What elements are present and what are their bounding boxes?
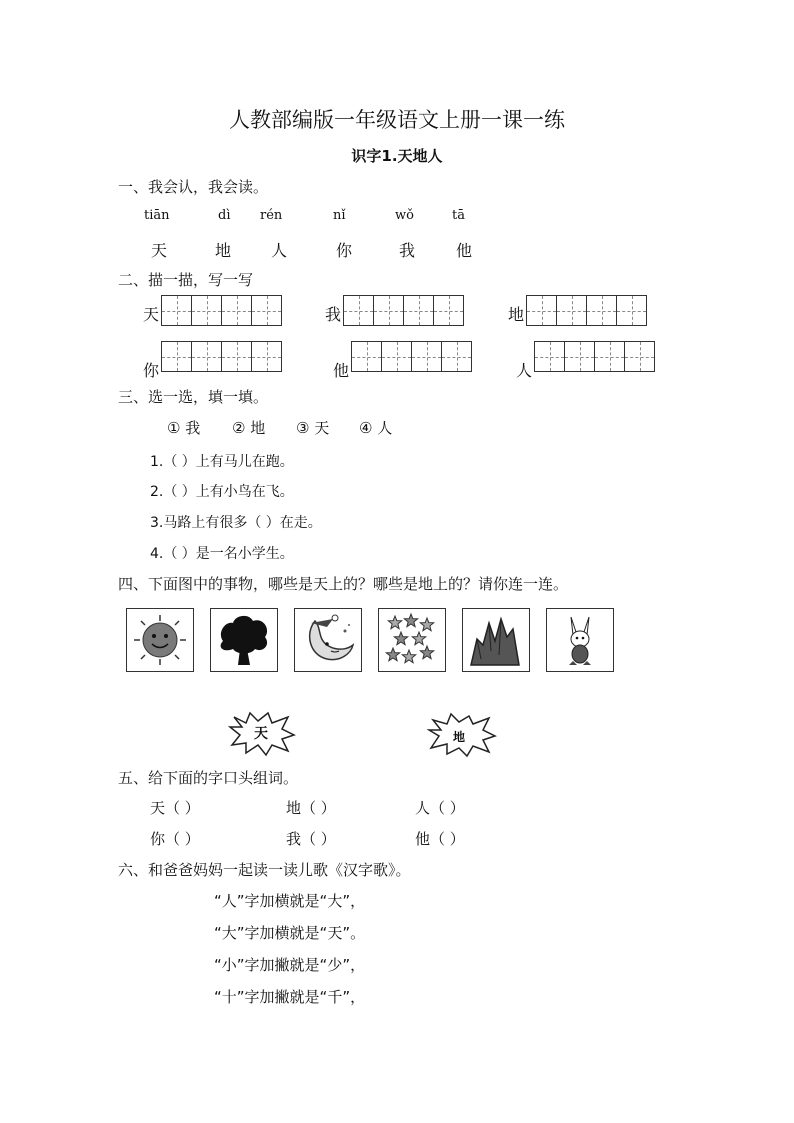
pinyin-4: nǐ [333, 208, 346, 223]
section-1-heading: 一、我会认，我会读。 [118, 178, 269, 196]
option-3: ③ 天 [296, 419, 330, 437]
poem-line-4: “十”字加撇就是“千”， [214, 988, 366, 1006]
word-blank-3[interactable]: 人（ ） [415, 799, 465, 817]
page-title: 人教部编版一年级语文上册一课一练 [229, 108, 565, 132]
hanzi-2: 地 [215, 241, 232, 260]
ground-label: 地 [453, 730, 466, 744]
rabbit-picture [546, 608, 614, 672]
star-icon [402, 650, 415, 663]
writing-grid-6[interactable] [534, 341, 655, 372]
pinyin-5: wǒ [395, 208, 414, 223]
star-icon [394, 632, 407, 645]
sun-picture [126, 608, 194, 672]
pinyin-1: tiān [144, 208, 170, 223]
mountain-picture [462, 608, 530, 672]
writing-grid-1[interactable] [161, 295, 282, 326]
writing-grid-2[interactable] [343, 295, 464, 326]
pinyin-3: rén [260, 208, 283, 223]
writing-grid-3[interactable] [526, 295, 647, 326]
hanzi-3: 人 [271, 241, 288, 260]
question-2: 2.（ ）上有小鸟在飞。 [150, 484, 294, 500]
trace-char-3: 地 [508, 305, 525, 324]
section-3-heading: 三、选一选，填一填。 [118, 388, 269, 406]
hanzi-4: 你 [336, 241, 353, 260]
trace-char-4: 你 [143, 361, 160, 380]
hanzi-1: 天 [151, 241, 168, 260]
hanzi-6: 他 [456, 241, 473, 260]
poem-line-2: “大”字加横就是“天”。 [214, 924, 366, 942]
sky-label: 天 [254, 726, 268, 742]
section-2-heading: 二、描一描，写一写 [118, 271, 254, 289]
section-4-heading: 四、下面图中的事物，哪些是天上的？哪些是地上的？请你连一连。 [118, 575, 569, 593]
option-2: ② 地 [232, 419, 266, 437]
word-blank-6[interactable]: 他（ ） [415, 830, 465, 848]
question-4: 4.（ ）是一名小学生。 [150, 546, 294, 562]
writing-grid-5[interactable] [351, 341, 472, 372]
section-5-heading: 五、给下面的字口头组词。 [118, 769, 299, 787]
star-icon [386, 648, 399, 661]
star-icon [420, 618, 433, 631]
star-icon [420, 646, 433, 659]
question-3: 3.马路上有很多（ ）在走。 [150, 515, 322, 531]
star-icon [412, 632, 425, 645]
trace-char-5: 他 [333, 361, 350, 380]
word-blank-2[interactable]: 地（ ） [286, 799, 336, 817]
writing-grid-4[interactable] [161, 341, 282, 372]
option-4: ④ 人 [359, 419, 393, 437]
question-1: 1.（ ）上有马儿在跑。 [150, 454, 294, 470]
stars-picture [378, 608, 446, 672]
poem-line-3: “小”字加撇就是“少”， [214, 956, 366, 974]
lesson-subtitle: 识字1.天地人 [351, 147, 443, 165]
trace-char-2: 我 [325, 305, 342, 324]
trace-char-1: 天 [143, 305, 160, 324]
pinyin-6: tā [452, 208, 465, 223]
star-icon [388, 616, 401, 629]
section-6-heading: 六、和爸爸妈妈一起读一读儿歌《汉字歌》。 [118, 861, 411, 879]
tree-picture [210, 608, 278, 672]
word-blank-1[interactable]: 天（ ） [150, 799, 200, 817]
star-icon [404, 614, 417, 627]
pinyin-2: dì [218, 208, 231, 223]
option-1: ① 我 [167, 419, 201, 437]
moon-picture [294, 608, 362, 672]
trace-char-6: 人 [516, 361, 533, 380]
hanzi-5: 我 [399, 241, 416, 260]
poem-line-1: “人”字加横就是“大”， [214, 892, 366, 910]
word-blank-5[interactable]: 我（ ） [286, 830, 336, 848]
word-blank-4[interactable]: 你（ ） [150, 830, 200, 848]
